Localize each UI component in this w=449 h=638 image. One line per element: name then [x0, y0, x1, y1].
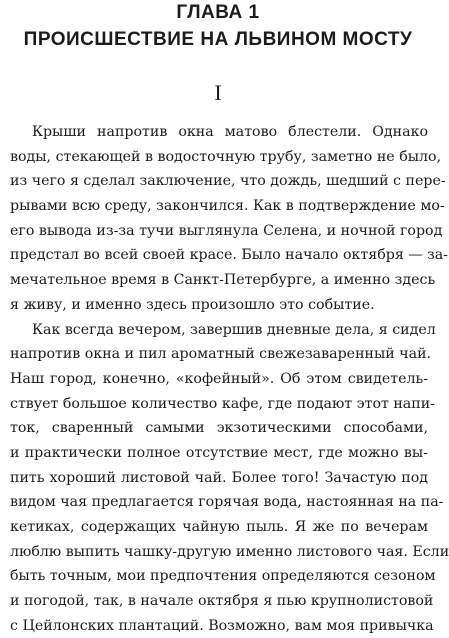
text-line: воды, стекающей в водосточную трубу, заметно не было, [10, 145, 428, 170]
text-line: и практически полное отсутствие мест, где можно вы- [10, 441, 428, 466]
text-line: ствует большое количество кафе, где подают этот напи- [10, 392, 428, 417]
section-number: I [0, 80, 436, 106]
text-line: его вывода из-за тучи выглянула Селена, и ночной город [10, 219, 428, 244]
paragraph-1 [10, 120, 428, 318]
text-line: видом чая предлагается горячая вода, настоянная на па- [10, 490, 428, 515]
text-line: Наш город, конечно, «кофейный». Об этом свидетель- [10, 367, 428, 392]
text-line: и погодой, так, в начале октября я пью крупнолистовой [10, 589, 428, 614]
chapter-title: ПРОИСШЕСТВИЕ НА ЛЬВИНОМ МОСТУ [0, 29, 436, 51]
text-line: пить хороший листовой чай. Более того! Зачастую под [10, 466, 428, 491]
text-line: быть точным, мои предпочтения определяются сезоном [10, 564, 428, 589]
text-line: кетиках, содержащих чайную пыль. Я же по вечерам [10, 515, 428, 540]
text-line: ток, сваренный самыми экзотическими способами, [10, 416, 428, 441]
text-line: Крыши напротив окна матово блестели. Однако [10, 120, 428, 145]
text-line: мечательное время в Санкт-Петербурге, а именно здесь [10, 268, 428, 293]
text-line: рывами всю среду, закончился. Как в подтверждение мо- [10, 194, 428, 219]
text-line: предстал во всей своей красе. Было начало октября — за- [10, 243, 428, 268]
text-line: напротив окна и пил ароматный свежезаваренный чай. [10, 342, 428, 367]
text-line: люблю выпить чашку-другую именно листового чая. Если [10, 540, 428, 565]
text-line: с Цейлонских плантаций. Возможно, вам моя привычка [10, 614, 428, 638]
text-line: из чего я сделал заключение, что дождь, шедший с пере- [10, 169, 428, 194]
text-line: Как всегда вечером, завершив дневные дела, я сидел [10, 318, 428, 343]
paragraph-2 [10, 318, 428, 638]
body-text [10, 120, 428, 638]
chapter-number: ГЛАВА 1 [0, 2, 436, 24]
text-line: я живу, и именно здесь произошло это событие. [10, 293, 428, 318]
